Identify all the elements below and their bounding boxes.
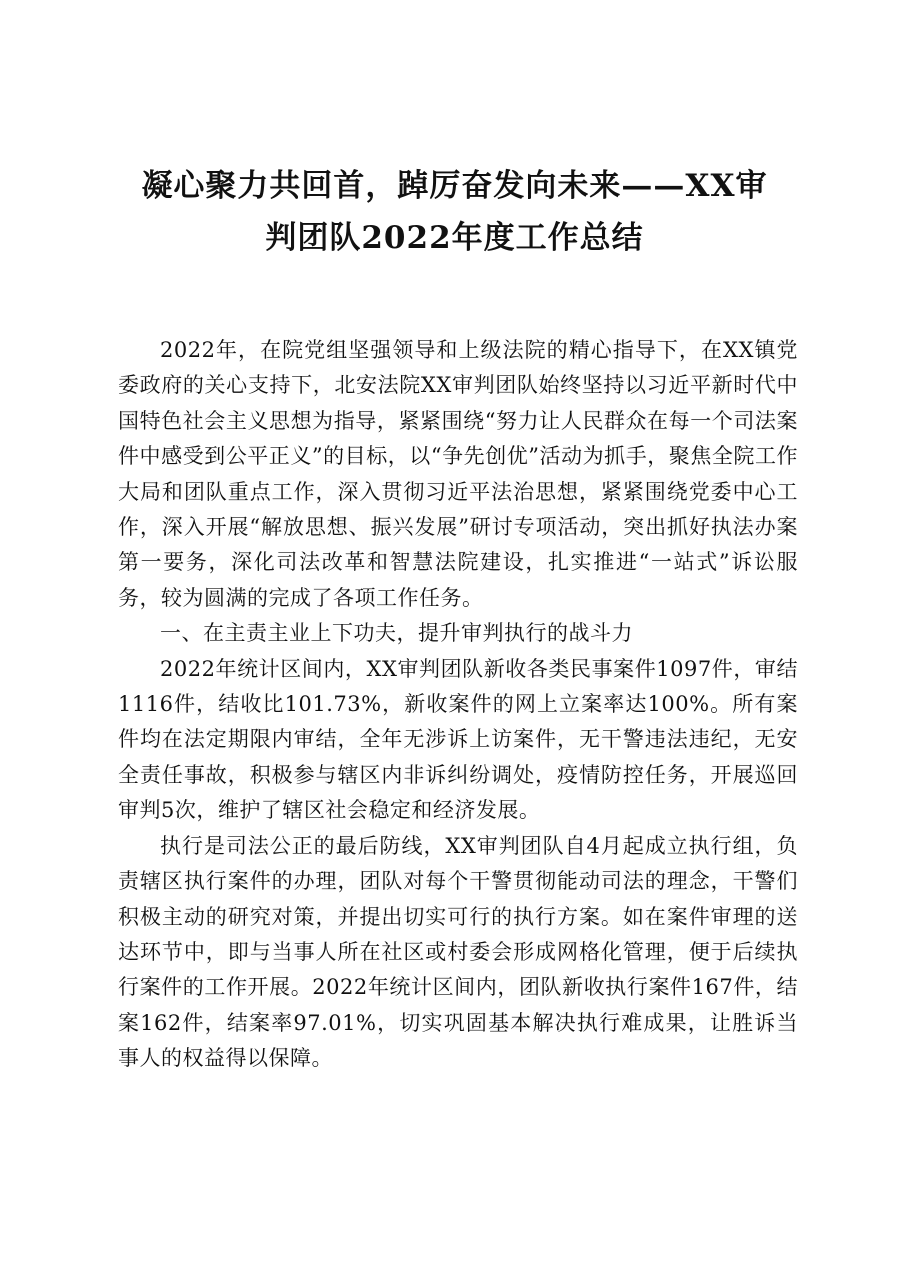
title-line-2: 判团队2022年度工作总结 [265,220,644,256]
title-line-1: 凝心聚力共回首，踔厉奋发向未来——XX审 [141,168,768,204]
document-body [118,333,798,1077]
document-title [120,160,789,264]
intro-paragraph: 2022年，在院党组坚强领导和上级法院的精心指导下，在XX镇党委政府的关心支持下，北安法院XX审判团队始终坚持以习近平新时代中国特色社会主义思想为指导，紧紧围绕“努力让人民群众在每一个司法案件中感受到公平正义”的目标，以“争先创优”活动为抓手，聚焦全院工作大局和团队重点工作，深入贯彻习近平法治思想，紧紧围绕党委中心工作，深入开展“解放思想、振兴发展”研讨专项活动，突出抓好执法办案第一要务，深化司法改革和智慧法院建设，扎实推进“一站式”诉讼服务，较为圆满的完成了各项工作任务。 [118,338,798,610]
section-paragraph: 2022年统计区间内，XX审判团队新收各类民事案件1097件，审结1116件，结收比101.73%，新收案件的网上立案率达100%。所有案件均在法定期限内审结，全年无涉诉上访案件，无干警违法违纪，无安全责任事故，积极参与辖区内非诉纠纷调处，疫情防控任务，开展巡回审判5次，维护了辖区社会稳定和经济发展。 [118,656,798,823]
section-paragraph: 执行是司法公正的最后防线，XX审判团队自4月起成立执行组，负责辖区执行案件的办理，团队对每个干警贯彻能动司法的理念，干警们积极主动的研究对策，并提出切实可行的执行方案。如在案件审理的送达环节中，即与当事人所在社区或村委会形成网格化管理，便于后续执行案件的工作开展。2022年统计区间内，团队新收执行案件167件，结案162件，结案率97.01%，切实巩固基本解决执行难成果，让胜诉当事人的权益得以保障。 [118,833,798,1071]
section-heading: 一、在主责主业上下功夫，提升审判执行的战斗力 [160,621,633,646]
